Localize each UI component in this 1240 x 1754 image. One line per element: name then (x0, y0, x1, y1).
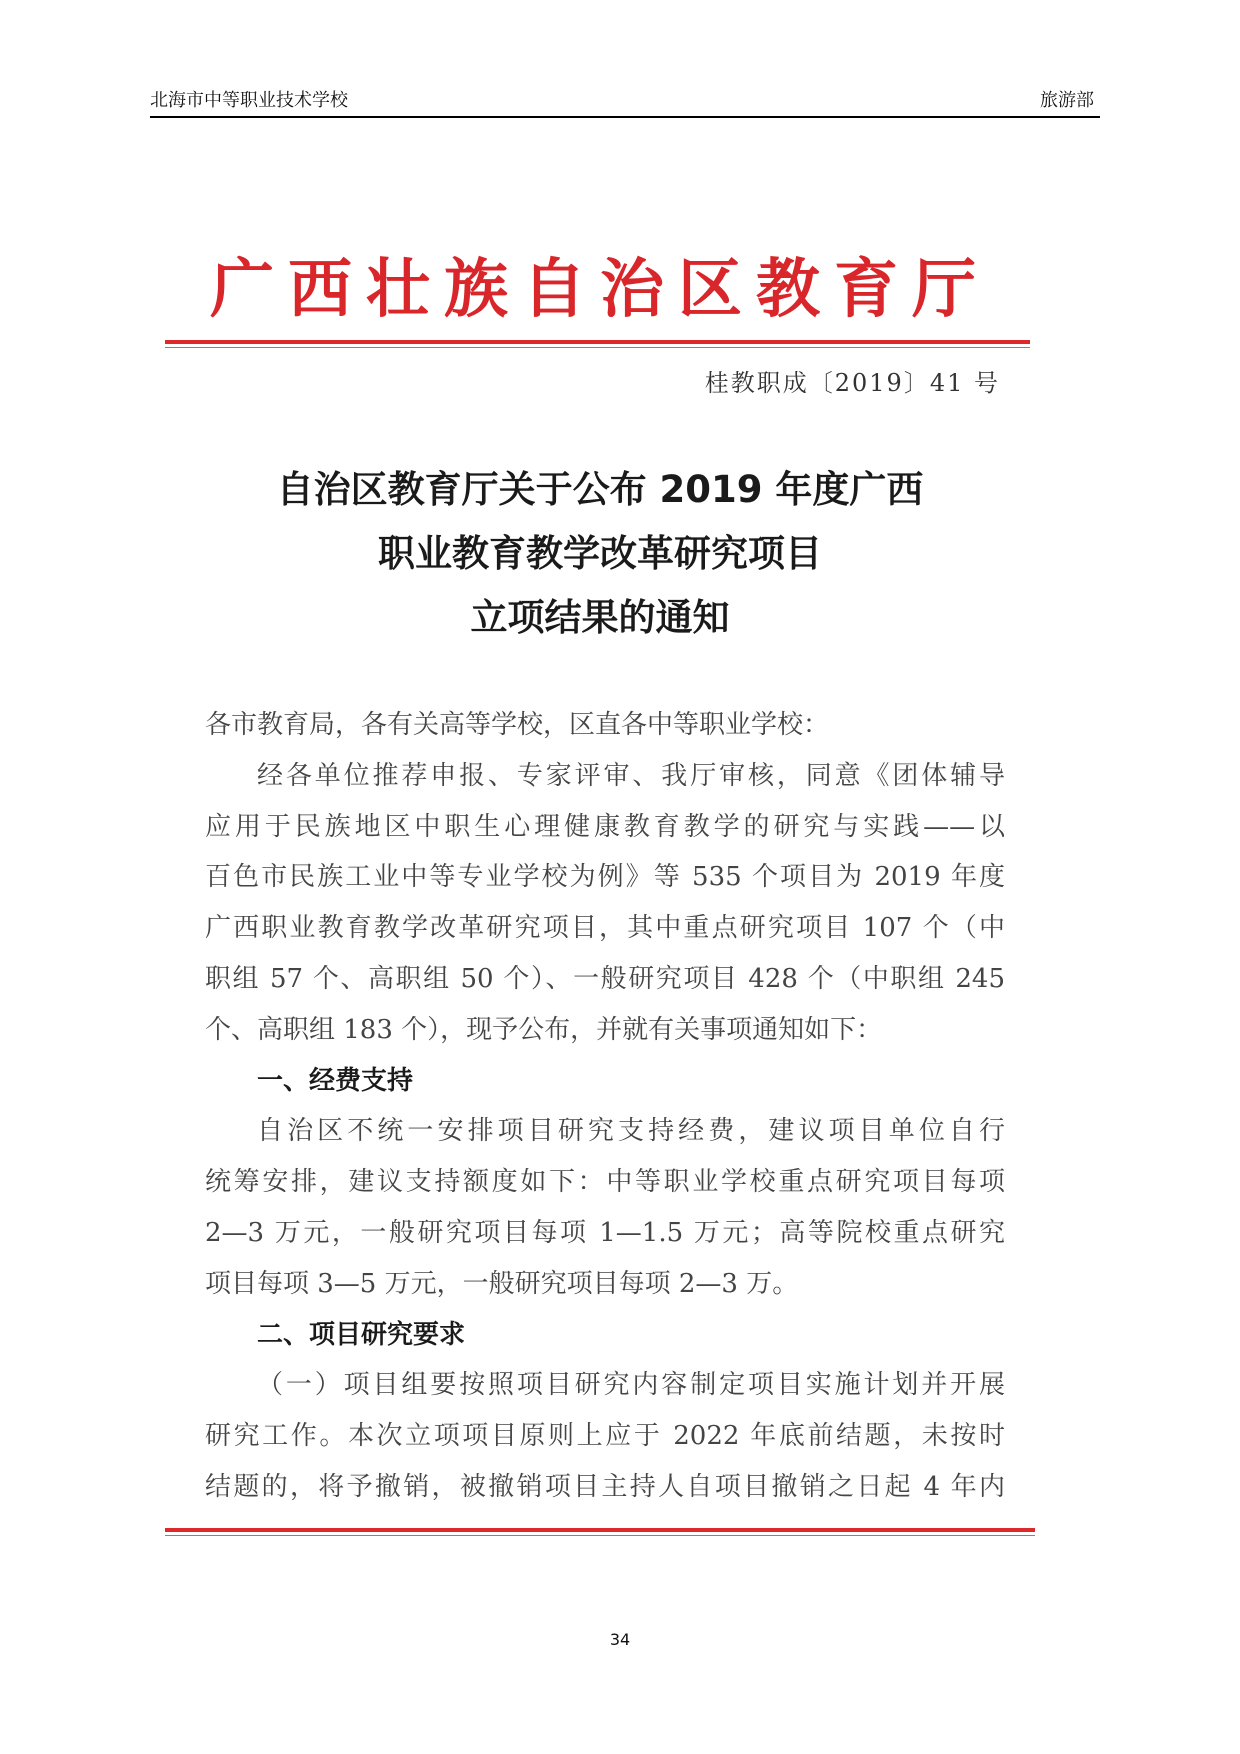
paragraph-line: 应用于民族地区中职生心理健康教育教学的研究与实践——以 (205, 811, 1005, 842)
document-body (205, 700, 1005, 1513)
page-number: 34 (609, 1630, 631, 1649)
letterhead-red-rule-thin (165, 347, 1030, 348)
paragraph-line: 统筹安排，建议支持额度如下：中等职业学校重点研究项目每项 (205, 1167, 1005, 1198)
paragraph-line: 职组 57 个、高职组 50 个）、一般研究项目 428 个（中职组 245 (205, 963, 1005, 994)
paragraph-line: 经各单位推荐申报、专家评审、我厅审核，同意《团体辅导 (257, 760, 1005, 791)
title-line: 职业教育教学改革研究项目 (378, 532, 822, 575)
section-heading: 一、经费支持 (257, 1065, 414, 1096)
paragraph-line: 广西职业教育教学改革研究项目，其中重点研究项目 107 个（中 (205, 913, 1005, 944)
letterhead-red-rule (165, 340, 1030, 344)
title-line: 自治区教育厅关于公布 2019 年度广西 (276, 468, 924, 511)
footer-red-rule (165, 1528, 1035, 1532)
paragraph-line: 2—3 万元，一般研究项目每项 1—1.5 万元；高等院校重点研究 (205, 1217, 1005, 1248)
paragraph-line: 研究工作。本次立项项目原则上应于 2022 年底前结题，未按时 (205, 1421, 1005, 1452)
paragraph-line: 个、高职组 183 个），现予公布，并就有关事项通知如下： (205, 1014, 883, 1045)
header-department: 旅游部 (1040, 90, 1094, 111)
document-number: 桂教职成〔2019〕41 号 (704, 369, 1000, 397)
salutation: 各市教育局，各有关高等学校，区直各中等职业学校： (205, 710, 830, 740)
letterhead-agency: 广西壮族自治区教育厅 (210, 252, 990, 327)
section-heading: 二、项目研究要求 (257, 1319, 466, 1350)
paragraph-line: 自治区不统一安排项目研究支持经费，建议项目单位自行 (257, 1116, 1005, 1147)
paragraph-line: 百色市民族工业中等专业学校为例》等 535 个项目为 2019 年度 (205, 862, 1005, 893)
document-title (160, 458, 1040, 650)
paragraph-line: 结题的，将予撤销，被撤销项目主持人自项目撤销之日起 4 年内 (205, 1471, 1005, 1502)
header-school-name: 北海市中等职业技术学校 (150, 90, 348, 111)
paragraph-line: （一）项目组要按照项目研究内容制定项目实施计划并开展 (257, 1370, 1005, 1401)
title-line: 立项结果的通知 (470, 596, 730, 639)
footer-red-rule-thin (165, 1535, 1035, 1536)
paragraph-line: 项目每项 3—5 万元，一般研究项目每项 2—3 万。 (205, 1268, 799, 1299)
